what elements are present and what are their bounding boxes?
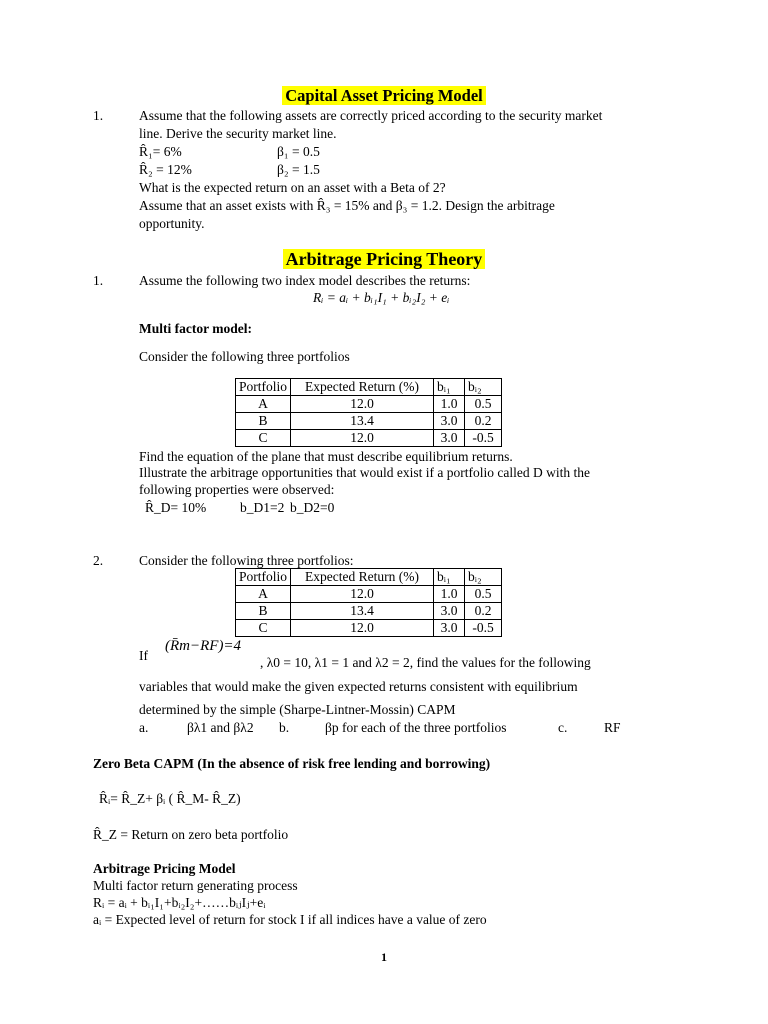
capm-q1-number: 1. <box>93 108 104 123</box>
table-row <box>236 430 502 447</box>
apm-line-1: Multi factor return generating process <box>93 878 298 893</box>
option-a-label: a. <box>139 720 149 735</box>
table-header-cell: bᵢ₁ <box>434 569 465 586</box>
portfolio-table-2 <box>235 568 502 637</box>
apt-q1-line1: Assume the following two index model describes the returns: <box>139 273 471 288</box>
table-cell: 3.0 <box>434 603 465 620</box>
table-cell: 1.0 <box>434 586 465 603</box>
table-header-cell: Expected Return (%) <box>291 569 434 586</box>
apm-line-3: aᵢ = Expected level of return for stock I if all indices have a value of zero <box>93 912 487 927</box>
table-cell: 12.0 <box>291 396 434 413</box>
apt-heading: Arbitrage Pricing Theory <box>0 250 768 268</box>
table-cell: 0.2 <box>465 413 502 430</box>
table-cell: 0.2 <box>465 603 502 620</box>
bd1-value: b_D1=2 <box>240 500 285 515</box>
table-cell: A <box>236 586 291 603</box>
capm-r2: R̂₂ = 12% <box>139 162 192 177</box>
table-header-cell: bᵢ₁ <box>434 379 465 396</box>
rd-value: R̂_D= 10% <box>145 500 207 515</box>
capm-q1-line2: line. Derive the security market line. <box>139 126 337 141</box>
table-row <box>236 620 502 637</box>
illustrate-line-1: Illustrate the arbitrage opportunities that would exist if a portfolio called D with the <box>139 465 591 480</box>
capm-r1: R̂₁= 6% <box>139 144 182 159</box>
table-cell: -0.5 <box>465 620 502 637</box>
table-cell: 12.0 <box>291 430 434 447</box>
lambda-line: , λ0 = 10, λ1 = 1 and λ2 = 2, find the values for the following <box>260 655 591 670</box>
apt-q2-number: 2. <box>93 553 104 568</box>
variables-line: variables that would make the given expected returns consistent with equilibrium <box>139 679 578 694</box>
table-cell: 12.0 <box>291 586 434 603</box>
table-header-cell: bᵢ₂ <box>465 569 502 586</box>
if-word: If <box>139 648 148 663</box>
illustrate-line-2: following properties were observed: <box>139 482 335 497</box>
multi-factor-heading: Multi factor model: <box>139 321 252 336</box>
table-cell: 3.0 <box>434 620 465 637</box>
zero-beta-rz-line: R̂_Z = Return on zero beta portfolio <box>93 827 289 842</box>
capm-b2: β₂ = 1.5 <box>277 162 320 177</box>
table-cell: B <box>236 413 291 430</box>
table-cell: 0.5 <box>465 396 502 413</box>
determined-line: determined by the simple (Sharpe-Lintner-Mossin) CAPM <box>139 702 456 717</box>
table-row <box>236 396 502 413</box>
table-cell: C <box>236 430 291 447</box>
option-b-text: βp for each of the three portfolios <box>325 720 507 735</box>
option-b-label: b. <box>279 720 290 735</box>
capm-b1: β₁ = 0.5 <box>277 144 320 159</box>
bd2-value: b_D2=0 <box>290 500 335 515</box>
rm-rf-equation: (R̄m−RF)=4 <box>165 638 242 654</box>
table-cell: A <box>236 396 291 413</box>
table-header-cell: Portfolio <box>236 569 291 586</box>
consider-line-2: Consider the following three portfolios: <box>139 553 354 568</box>
table-row <box>236 586 502 603</box>
apm-line-2: Rᵢ = aᵢ + bᵢ₁I₁+bᵢ₂I₂+……bᵢⱼIⱼ+eᵢ <box>93 895 266 910</box>
table-header-cell: Portfolio <box>236 379 291 396</box>
option-c-label: c. <box>558 720 568 735</box>
apm-heading: Arbitrage Pricing Model <box>93 861 236 876</box>
option-c-text: RF <box>604 720 621 735</box>
capm-q1-line3: What is the expected return on an asset with a Beta of 2? <box>139 180 446 195</box>
table-header-row <box>236 569 502 586</box>
table-cell: 13.4 <box>291 603 434 620</box>
table-cell: C <box>236 620 291 637</box>
page-number: 1 <box>381 950 387 964</box>
apt-q1-number: 1. <box>93 273 104 288</box>
find-plane-line: Find the equation of the plane that must describe equilibrium returns. <box>139 449 513 464</box>
zero-beta-heading: Zero Beta CAPM (In the absence of risk free lending and borrowing) <box>93 756 491 771</box>
table-header-row <box>236 379 502 396</box>
table-cell: 3.0 <box>434 430 465 447</box>
apt-equation: Rᵢ = aᵢ + bᵢ₁I₁ + bᵢ₂I₂ + eᵢ <box>313 290 450 305</box>
table-cell: 0.5 <box>465 586 502 603</box>
table-header-cell: Expected Return (%) <box>291 379 434 396</box>
capm-q1-line1: Assume that the following assets are correctly priced according to the security market <box>139 108 603 123</box>
table-row <box>236 413 502 430</box>
capm-q1-line4: Assume that an asset exists with R̂₃ = 15% and β₃ = 1.2. Design the arbitrage <box>139 198 555 213</box>
table-cell: 13.4 <box>291 413 434 430</box>
table-row <box>236 603 502 620</box>
table-cell: -0.5 <box>465 430 502 447</box>
capm-q1-line5: opportunity. <box>139 216 205 231</box>
table-cell: 3.0 <box>434 413 465 430</box>
table-cell: 12.0 <box>291 620 434 637</box>
zero-beta-formula: R̂ᵢ= R̂_Z+ βᵢ ( R̂_M- R̂_Z) <box>99 791 241 806</box>
capm-heading: Capital Asset Pricing Model <box>0 87 768 105</box>
option-a-text: βλ1 and βλ2 <box>187 720 254 735</box>
table-cell: B <box>236 603 291 620</box>
table-header-cell: bᵢ₂ <box>465 379 502 396</box>
consider-line-1: Consider the following three portfolios <box>139 349 350 364</box>
table-cell: 1.0 <box>434 396 465 413</box>
portfolio-table-1 <box>235 378 502 447</box>
